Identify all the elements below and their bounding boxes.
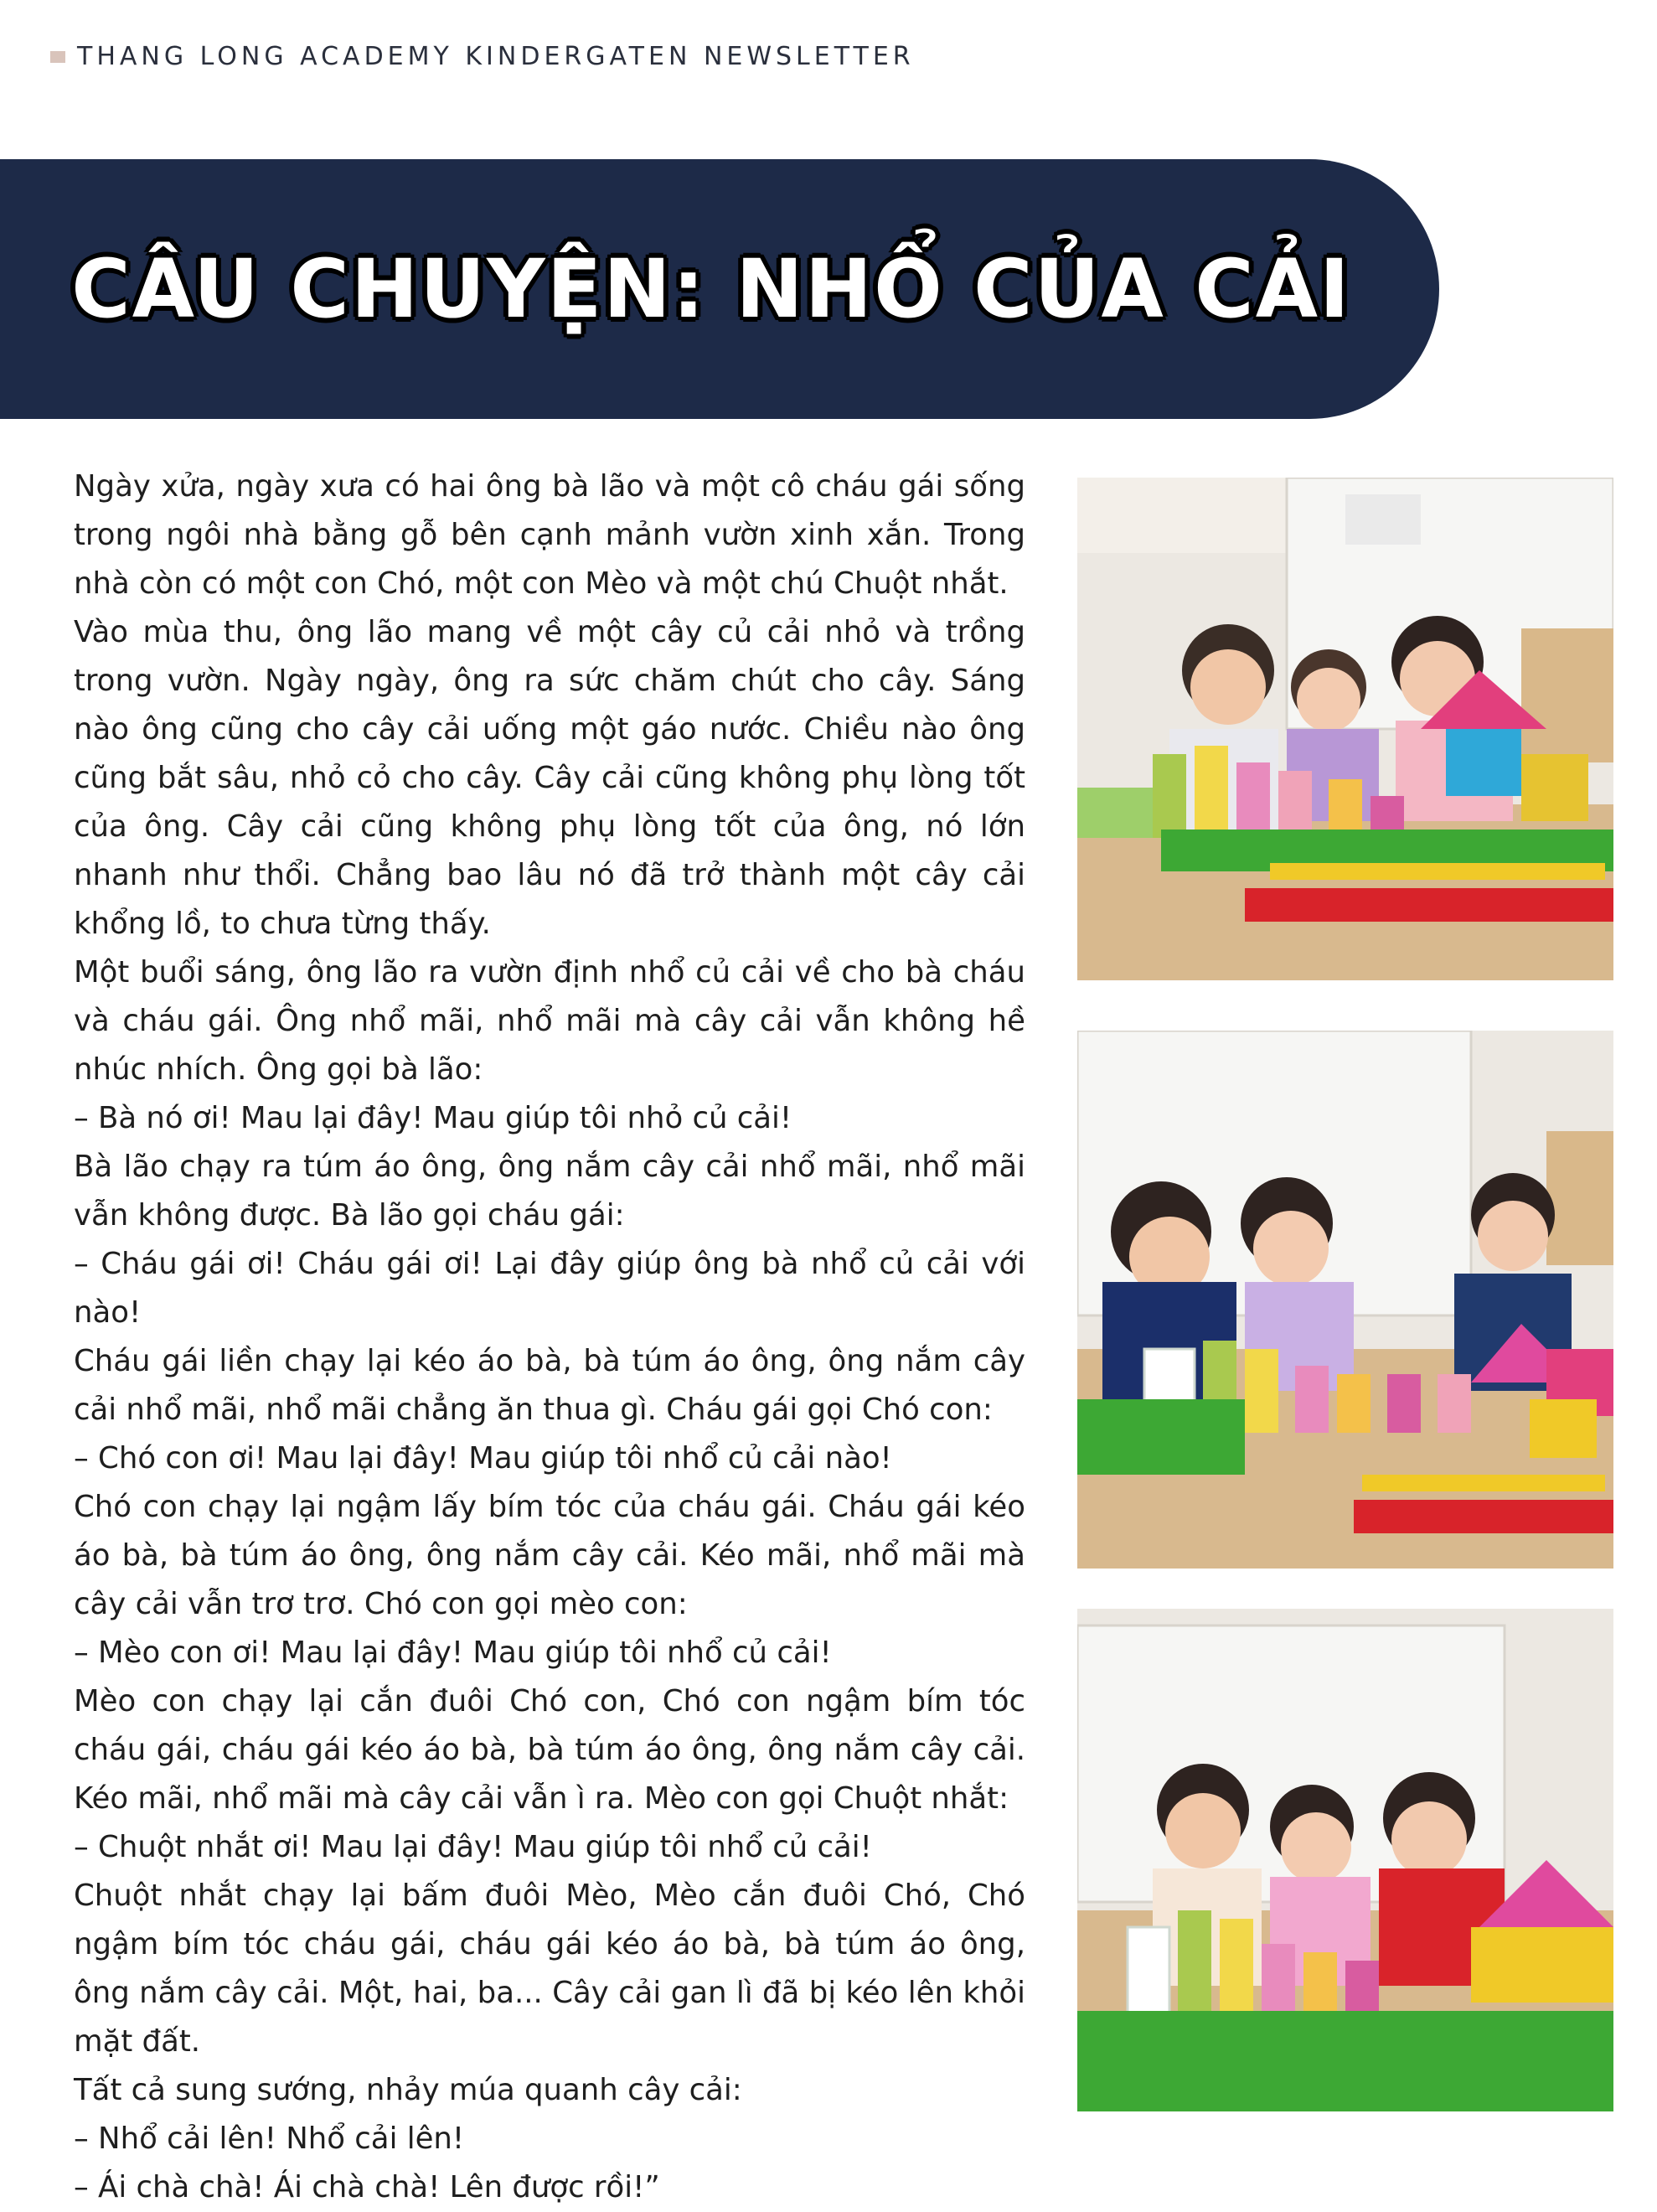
story-paragraph: Ngày xửa, ngày xưa có hai ông bà lão và một cô cháu gái sống trong ngôi nhà bằng gỗ bên cạnh mảnh vườn xinh xắn. Trong nhà còn có một con Chó, một con Mèo và một chú Chuột nhắt. bbox=[74, 469, 1025, 601]
photo-children-2 bbox=[1077, 1031, 1613, 1569]
photo-children-1 bbox=[1077, 478, 1613, 980]
story-paragraph: Một buổi sáng, ông lão ra vườn định nhổ củ cải về cho bà cháu và cháu gái. Ông nhổ mãi, nhổ mãi mà cây cải vẫn không hề nhúc nhích. Ông gọi bà lão: bbox=[74, 955, 1025, 1087]
story-dialogue: – Cháu gái ơi! Cháu gái ơi! Lại đây giúp ông bà nhổ củ cải với nào! bbox=[74, 1247, 1025, 1330]
newsletter-header bbox=[50, 42, 915, 71]
story-paragraph: Chó con chạy lại ngậm lấy bím tóc của cháu gái. Cháu gái kéo áo bà, bà túm áo ông, ông nắm cây cải. Kéo mãi, nhổ mãi mà cây cải vẫn trơ trơ. Chó con gọi mèo con: bbox=[74, 1490, 1025, 1621]
story-paragraph: Chuột nhắt chạy lại bấm đuôi Mèo, Mèo cắn đuôi Chó, Chó ngậm bím tóc cháu gái, cháu gái kéo áo bà, bà túm áo ông, ông nắm cây cải. Một, hai, ba... Cây cải gan lì đã bị kéo lên khỏi mặt đất. bbox=[74, 1879, 1025, 2059]
photo-illustration bbox=[1077, 1031, 1613, 1569]
story-paragraph: Bà lão chạy ra túm áo ông, ông nắm cây cải nhổ mãi, nhổ mãi vẫn không được. Bà lão gọi cháu gái: bbox=[74, 1150, 1025, 1233]
story-paragraph: Cháu gái liền chạy lại kéo áo bà, bà túm áo ông, ông nắm cây cải nhổ mãi, nhổ mãi chẳng ăn thua gì. Cháu gái gọi Chó con: bbox=[74, 1344, 1025, 1427]
story-dialogue: – Nhổ cải lên! Nhổ cải lên! bbox=[74, 2122, 465, 2156]
story-dialogue: – Bà nó ơi! Mau lại đây! Mau giúp tôi nhỏ củ cải! bbox=[74, 1101, 792, 1135]
title-banner bbox=[0, 159, 1439, 419]
photo-illustration bbox=[1077, 1609, 1613, 2111]
story-paragraph: Tất cả sung sướng, nhảy múa quanh cây cải: bbox=[74, 2073, 742, 2107]
photo-children-3 bbox=[1077, 1609, 1613, 2111]
header-marker bbox=[50, 51, 65, 63]
photo-illustration bbox=[1077, 478, 1613, 980]
story-dialogue: – Mèo con ơi! Mau lại đây! Mau giúp tôi nhổ củ cải! bbox=[74, 1636, 832, 1670]
story-dialogue: – Chuột nhắt ơi! Mau lại đây! Mau giúp tôi nhổ củ cải! bbox=[74, 1830, 872, 1864]
story-dialogue: – Ái chà chà! Ái chà chà! Lên được rồi!” bbox=[74, 2170, 660, 2204]
story-title: CÂU CHUYỆN: NHỔ CỦA CẢI bbox=[71, 242, 1351, 336]
story-text bbox=[74, 463, 1025, 2212]
story-paragraph: Vào mùa thu, ông lão mang về một cây củ cải nhỏ và trồng trong vườn. Ngày ngày, ông ra sức chăm chút cho cây. Sáng nào ông cũng cho cây cải uống một gáo nước. Chiều nào ông cũng bắt sâu, nhỏ cỏ cho cây. Cây cải cũng không phụ lòng tốt của ông. Cây cải cũng không phụ lòng tốt của ông, nó lớn nhanh như thổi. Chẳng bao lâu nó đã trở thành một cây cải khổng lồ, to chưa từng thấy. bbox=[74, 615, 1025, 941]
newsletter-title: THANG LONG ACADEMY KINDERGATEN NEWSLETTER bbox=[77, 42, 915, 71]
story-dialogue: – Chó con ơi! Mau lại đây! Mau giúp tôi nhổ củ cải nào! bbox=[74, 1441, 892, 1476]
story-paragraph: Mèo con chạy lại cắn đuôi Chó con, Chó con ngậm bím tóc cháu gái, cháu gái kéo áo bà, bà túm áo ông, ông nắm cây cải. Kéo mãi, nhổ mãi mà cây cải vẫn ì ra. Mèo con gọi Chuột nhắt: bbox=[74, 1684, 1025, 1816]
